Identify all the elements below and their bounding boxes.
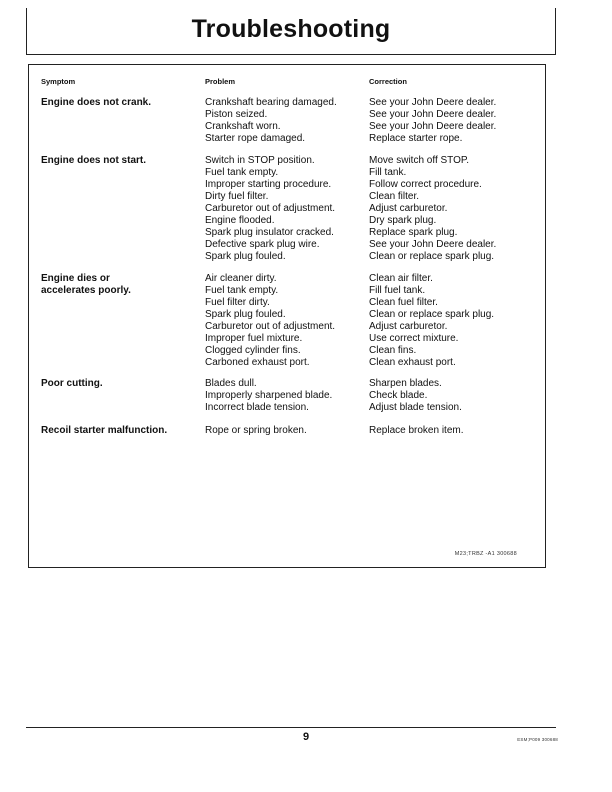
header-bracket bbox=[26, 8, 556, 55]
problem-list bbox=[205, 273, 335, 369]
correction-item: Fill fuel tank. bbox=[369, 285, 426, 296]
problem-item: Fuel tank empty. bbox=[205, 167, 279, 178]
correction-list bbox=[369, 155, 496, 263]
problem-item: Improperly sharpened blade. bbox=[205, 390, 333, 401]
problem-item: Spark plug fouled. bbox=[205, 309, 286, 320]
footer-rule bbox=[26, 727, 556, 728]
correction-item: Replace starter rope. bbox=[369, 133, 463, 144]
problem-item: Rope or spring broken. bbox=[205, 425, 307, 436]
problem-item: Blades dull. bbox=[205, 378, 257, 389]
problem-item: Fuel filter dirty. bbox=[205, 297, 270, 308]
correction-item: See your John Deere dealer. bbox=[369, 109, 497, 120]
correction-item: Replace broken item. bbox=[369, 425, 464, 436]
problem-list bbox=[205, 378, 332, 414]
correction-item: Clean air filter. bbox=[369, 273, 433, 284]
symptom-cell bbox=[41, 97, 196, 109]
symptom-line: Recoil starter malfunction. bbox=[41, 425, 168, 436]
problem-item: Spark plug fouled. bbox=[205, 251, 286, 262]
correction-item: Replace spark plug. bbox=[369, 227, 458, 238]
symptom-line: Engine does not start. bbox=[41, 155, 147, 166]
troubleshooting-table bbox=[28, 64, 546, 568]
correction-item: Clean or replace spark plug. bbox=[369, 251, 495, 262]
problem-item: Switch in STOP position. bbox=[205, 155, 315, 166]
correction-item: Sharpen blades. bbox=[369, 378, 442, 389]
symptom-cell bbox=[41, 425, 196, 437]
problem-item: Starter rope damaged. bbox=[205, 133, 306, 144]
page-title: Troubleshooting bbox=[191, 15, 391, 43]
correction-list bbox=[369, 97, 496, 145]
problem-item: Crankshaft worn. bbox=[205, 121, 281, 132]
column-header-correction: Correction bbox=[369, 77, 407, 86]
correction-item: See your John Deere dealer. bbox=[369, 239, 497, 250]
correction-item: Use correct mixture. bbox=[369, 333, 459, 344]
correction-item: Dry spark plug. bbox=[369, 215, 437, 226]
correction-item: See your John Deere dealer. bbox=[369, 97, 497, 108]
symptom-cell bbox=[41, 155, 196, 167]
box-reference-code: M23;TRBZ -A1 300688 bbox=[454, 551, 517, 557]
correction-item: Move switch off STOP. bbox=[369, 155, 470, 166]
problem-item: Dirty fuel filter. bbox=[205, 191, 269, 202]
problem-list bbox=[205, 97, 337, 145]
problem-item: Air cleaner dirty. bbox=[205, 273, 277, 284]
correction-list bbox=[369, 273, 494, 369]
correction-item: Adjust carburetor. bbox=[369, 321, 448, 332]
problem-item: Incorrect blade tension. bbox=[205, 402, 309, 413]
symptom-cell bbox=[41, 273, 196, 297]
correction-item: Clean fins. bbox=[369, 345, 417, 356]
problem-item: Carburetor out of adjustment. bbox=[205, 203, 336, 214]
problem-item: Piston seized. bbox=[205, 109, 268, 120]
symptom-cell bbox=[41, 378, 196, 390]
correction-item: Clean or replace spark plug. bbox=[369, 309, 495, 320]
correction-item: Clean filter. bbox=[369, 191, 420, 202]
correction-item: See your John Deere dealer. bbox=[369, 121, 497, 132]
correction-item: Adjust carburetor. bbox=[369, 203, 448, 214]
symptom-line: Poor cutting. bbox=[41, 378, 103, 389]
problem-item: Clogged cylinder fins. bbox=[205, 345, 301, 356]
problem-item: Carburetor out of adjustment. bbox=[205, 321, 336, 332]
correction-item: Clean fuel filter. bbox=[369, 297, 438, 308]
correction-item: Fill tank. bbox=[369, 167, 407, 178]
problem-item: Defective spark plug wire. bbox=[205, 239, 320, 250]
symptom-line: Engine dies or bbox=[41, 273, 110, 284]
problem-item: Improper fuel mixture. bbox=[205, 333, 303, 344]
problem-item: Crankshaft bearing damaged. bbox=[205, 97, 337, 108]
problem-item: Carboned exhaust port. bbox=[205, 357, 310, 368]
problem-list bbox=[205, 425, 307, 437]
column-header-problem: Problem bbox=[205, 77, 236, 86]
correction-item: Adjust blade tension. bbox=[369, 402, 462, 413]
symptom-line: accelerates poorly. bbox=[41, 285, 131, 296]
correction-item: Check blade. bbox=[369, 390, 428, 401]
problem-item: Engine flooded. bbox=[205, 215, 275, 226]
problem-item: Improper starting procedure. bbox=[205, 179, 332, 190]
footer-reference-code: ESM;P009 300688 bbox=[517, 737, 558, 742]
column-header-symptom: Symptom bbox=[41, 77, 76, 86]
symptom-line: Engine does not crank. bbox=[41, 97, 152, 108]
problem-item: Spark plug insulator cracked. bbox=[205, 227, 334, 238]
correction-list bbox=[369, 425, 464, 437]
correction-item: Follow correct procedure. bbox=[369, 179, 482, 190]
problem-item: Fuel tank empty. bbox=[205, 285, 279, 296]
problem-list bbox=[205, 155, 335, 263]
correction-list bbox=[369, 378, 462, 414]
page-number: 9 bbox=[302, 731, 310, 743]
correction-item: Clean exhaust port. bbox=[369, 357, 456, 368]
